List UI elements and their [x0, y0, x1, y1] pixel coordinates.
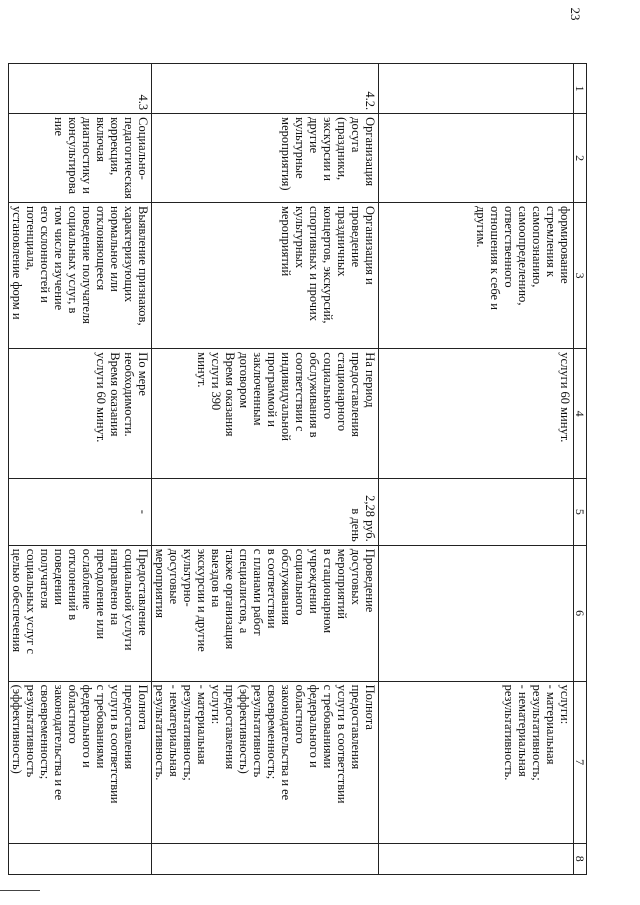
conditions-cell	[379, 545, 574, 681]
tariff-cell	[379, 478, 574, 545]
header-cell-7: 7	[574, 681, 587, 843]
conditions-cell: Проведение досуговых мероприятий в стационарном учреждении социального обслуживания в соответствии с планами работ специалистов, а также организация выездов на экскурсии и другие культурно- досуговые мероприятия	[152, 545, 379, 681]
header-cell-2: 2	[574, 114, 587, 203]
service-terms-cell: услуги 60 минут.	[379, 349, 574, 479]
quality-indicators-cell: Полнота предоставления услуги в соответствии с требованиями федерального и областного законодательства и ее своевременность; результативность (эффективность)	[9, 681, 152, 843]
table-row	[152, 64, 379, 875]
quality-indicators-cell: услуги: - материальная результативность; - нематериальная результативность.	[379, 681, 574, 843]
service-name-cell: Организация досуга (праздники, экскурсии и другие культурные мероприятия)	[152, 114, 379, 203]
header-cell-3: 3	[574, 202, 587, 348]
header-cell-6: 6	[574, 545, 587, 681]
service-description-cell: формирование стремления к самопознанию, самоопределению, ответственного отношения к себе и другим.	[379, 202, 574, 348]
row-number-cell: 4.2.	[152, 64, 379, 114]
header-cell-8: 8	[574, 843, 587, 874]
services-table	[8, 63, 587, 875]
service-description-cell: Выявление признаков, характеризующих нормальное или отклоняющееся поведение получателя социальных услуг, в том числе изучение его склонностей и потенциала, установление форм и	[9, 202, 152, 348]
service-name-cell	[379, 114, 574, 203]
tariff-cell: 2,28 руб. в день	[152, 478, 379, 545]
service-description-cell: Организация и проведение праздничных концертов, экскурсий, спортивных и прочих культурных мероприятий	[152, 202, 379, 348]
service-name-cell: Социально- педагогическая коррекция, включая диагностику и консультирова ние	[9, 114, 152, 203]
header-cell-1: 1	[574, 64, 587, 114]
extra-cell	[152, 843, 379, 874]
header-row	[574, 64, 587, 875]
service-terms-cell: На период предоставления стационарного социального обслуживания в соответствии с индивидуальной программой и заключенным договором Время оказания услуги 390 минут.	[152, 349, 379, 479]
rotated-table-wrapper	[10, 63, 587, 875]
header-cell-4: 4	[574, 349, 587, 479]
table-row	[9, 64, 152, 875]
scan-edge-line	[0, 890, 40, 891]
page-number: 23	[568, 7, 583, 21]
conditions-cell: Предоставление социальной услуги направлено на преодоление или ослабление отклонений в поведении получателя социальных услуг с целью обеспечения	[9, 545, 152, 681]
service-terms-cell: По мере необходимости. Время оказания услуги 60 минут.	[9, 349, 152, 479]
extra-cell	[379, 843, 574, 874]
row-number-cell	[379, 64, 574, 114]
extra-cell	[9, 843, 152, 874]
table-row	[379, 64, 574, 875]
row-number-cell: 4.3	[9, 64, 152, 114]
header-cell-5: 5	[574, 478, 587, 545]
tariff-cell: -	[9, 478, 152, 545]
quality-indicators-cell: Полнота предоставления услуги в соответствии с требованиями федерального и областного законодательства и ее своевременность; результативность (эффективность) предоставления услуги: - материальная результативность; - нематериальная результативность.	[152, 681, 379, 843]
